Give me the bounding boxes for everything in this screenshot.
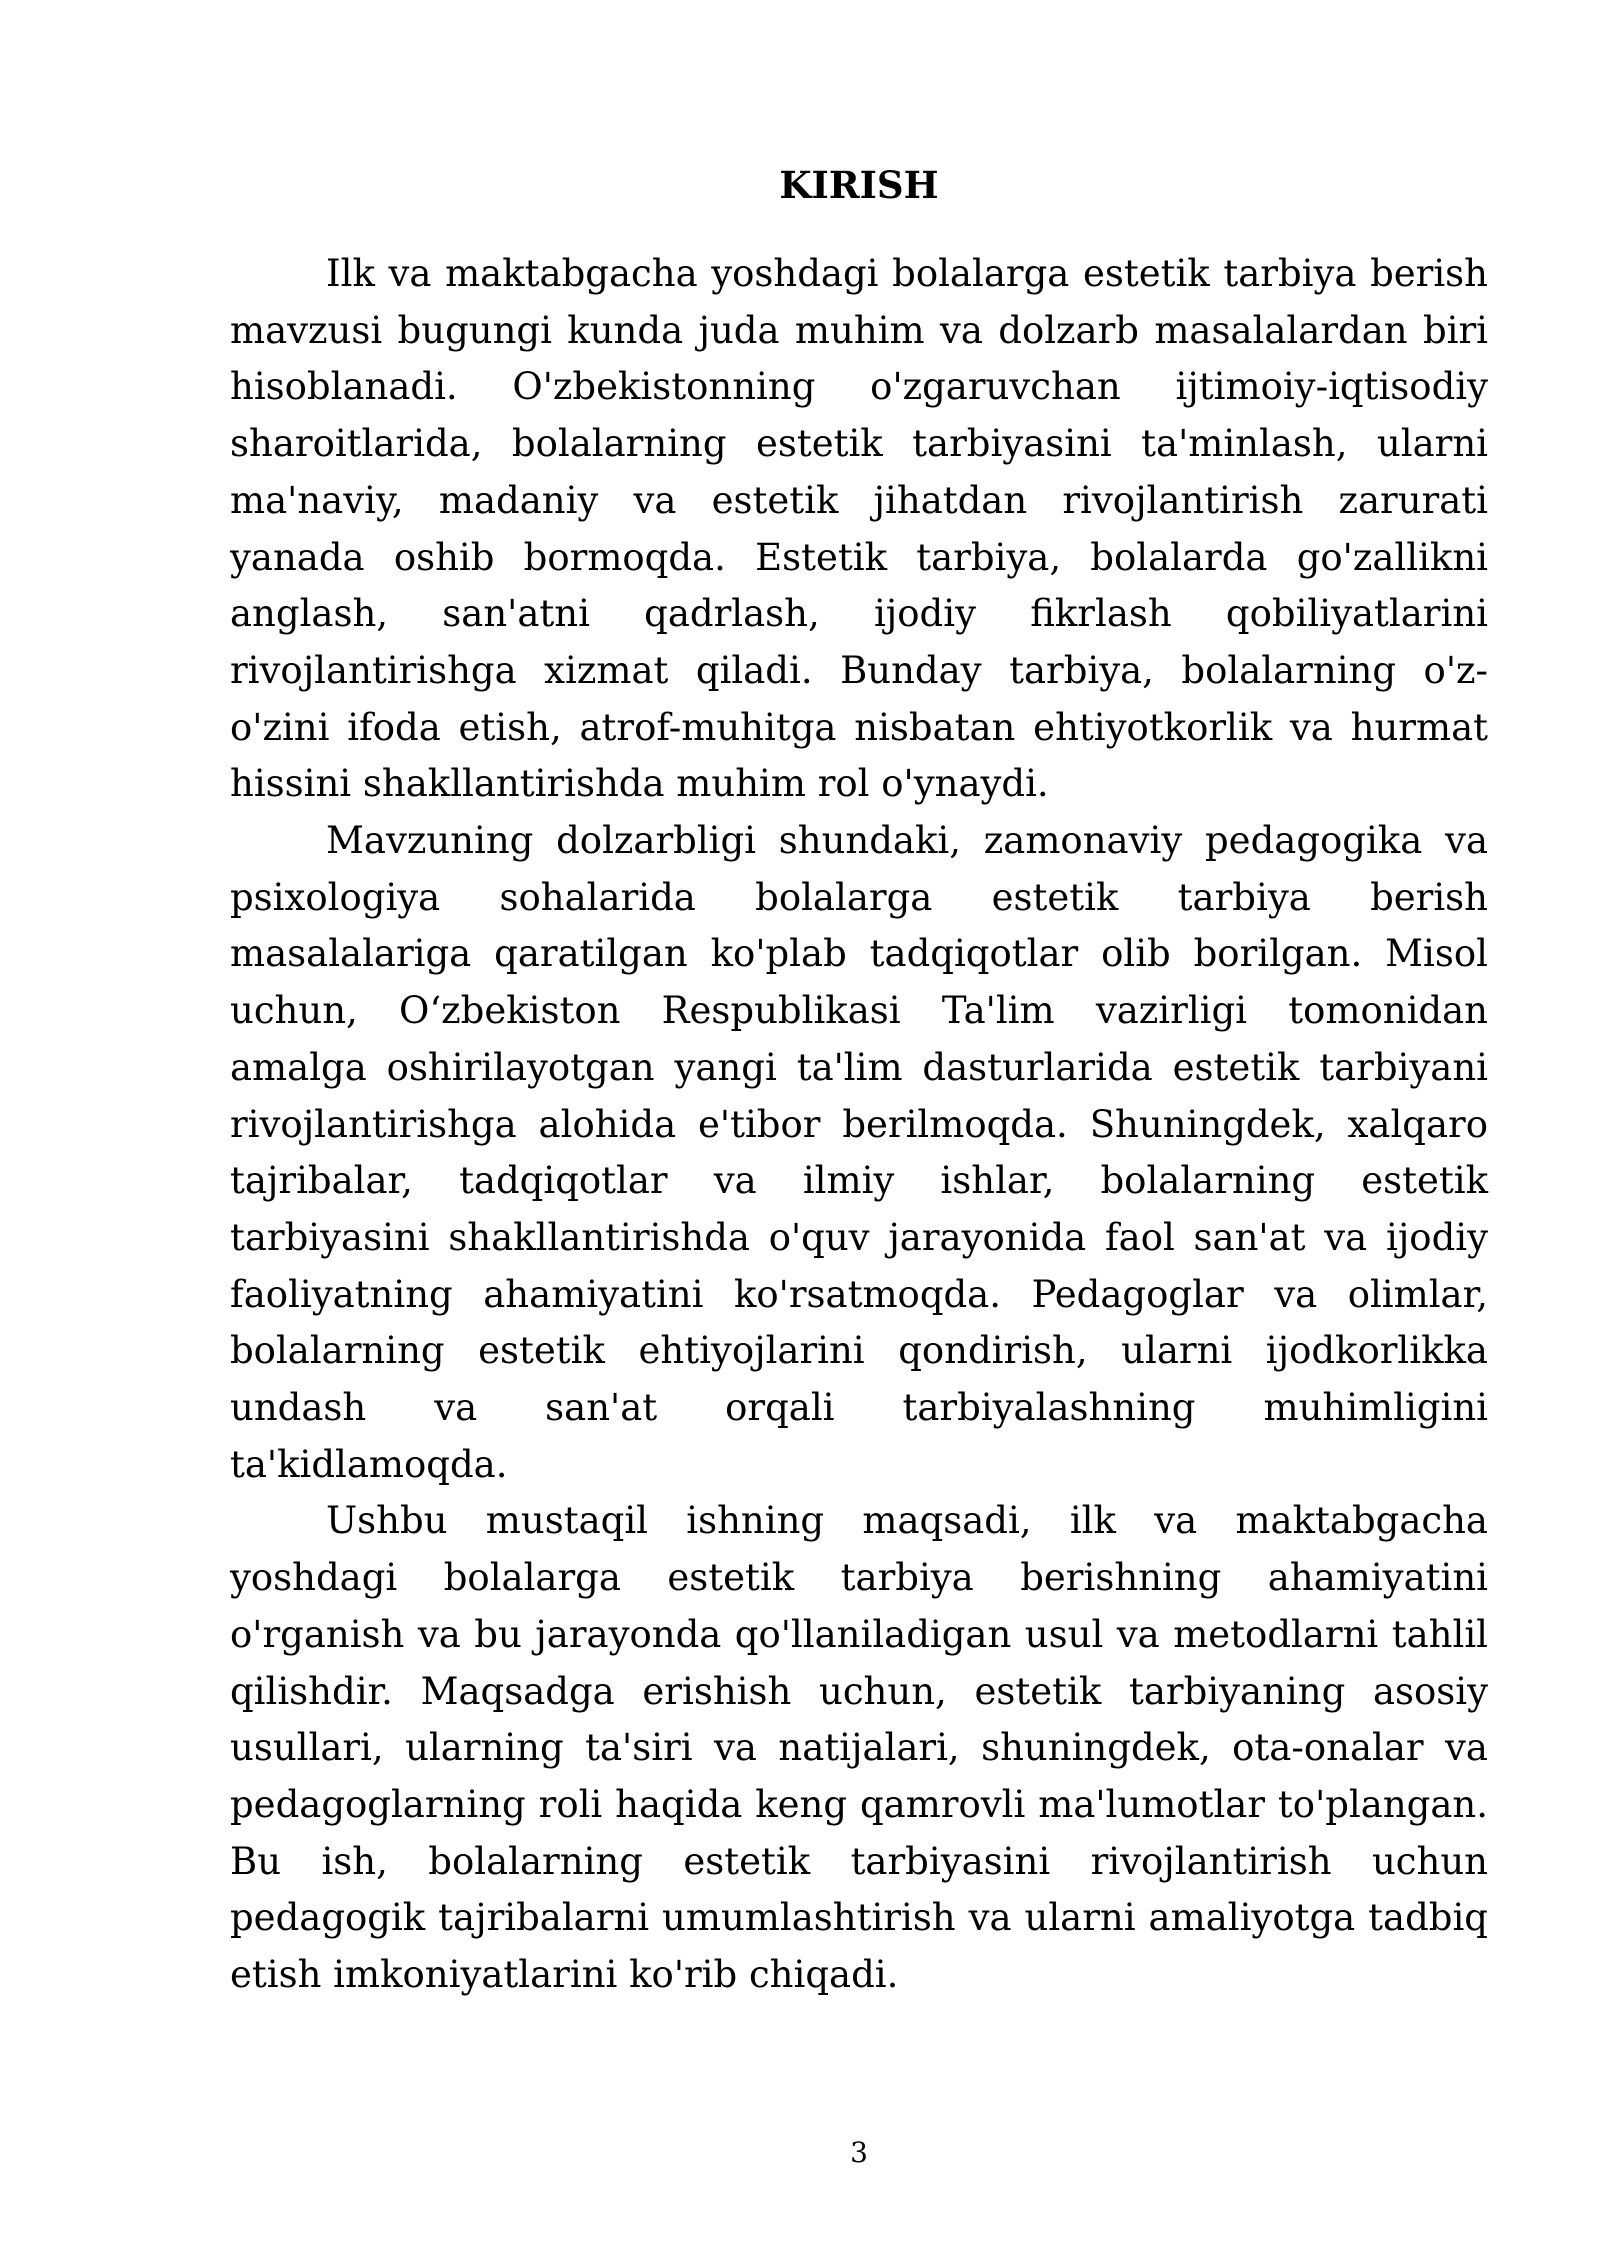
paragraph-2: Mavzuning dolzarbligi shundaki, zamonaviy pedagogika va psixologiya sohalarida bolalarga estetik tarbiya berish masalalariga qaratilgan ko'plab tadqiqotlar olib borilgan. Misol uchun, O‘zbekiston Respublikasi Ta'lim vazirligi tomonidan amalga oshirilayotgan yangi ta'lim dasturlarida estetik tarbiyani rivojlantirishga alohida e'tibor berilmoqda. Shuningdek, xalqaro tajribalar, tadqiqotlar va ilmiy ishlar, bolalarning estetik tarbiyasini shakllantirishda o'quv jarayonida faol san'at va ijodiy faoliyatning ahamiyatini ko'rsatmoqda. Pedagoglar va olimlar, bolalarning estetik ehtiyojlarini qondirish, ularni ijodkorlikka undash va san'at orqali tarbiyalashning muhimligini ta'kidlamoqda. xyxy=(230,819,1488,1486)
page-title: KIRISH xyxy=(779,163,939,207)
paragraph-3: Ushbu mustaqil ishning maqsadi, ilk va maktabgacha yoshdagi bolalarga estetik tarbiya berishning ahamiyatini o'rganish va bu jarayonda qo'llaniladigan usul va metodlarni tahlil qilishdir. Maqsadga erishish uchun, estetik tarbiyaning asosiy usullari, ularning ta'siri va natijalari, shuningdek, ota-onalar va pedagoglarning roli haqida keng qamrovli ma'lumotlar to'plangan. Bu ish, bolalarning estetik tarbiyasini rivojlantirish uchun pedagogik tajribalarni umumlashtirish va ularni amaliyotga tadbiq etish imkoniyatlarini ko'rib chiqadi. xyxy=(230,1499,1488,1997)
document-body xyxy=(230,246,1488,2004)
page-number: 3 xyxy=(850,2136,868,2169)
paragraph-1: Ilk va maktabgacha yoshdagi bolalarga estetik tarbiya berish mavzusi bugungi kunda juda muhim va dolzarb masalalardan biri hisoblanadi. O'zbekistonning o'zgaruvchan ijtimoiy-iqtisodiy sharoitlarida, bolalarning estetik tarbiyasini ta'minlash, ularni ma'naviy, madaniy va estetik jihatdan rivojlantirish zarurati yanada oshib bormoqda. Estetik tarbiya, bolalarda go'zallikni anglash, san'atni qadrlash, ijodiy fikrlash qobiliyatlarini rivojlantirishga xizmat qiladi. Bunday tarbiya, bolalarning o'z-o'zini ifoda etish, atrof-muhitga nisbatan ehtiyotkorlik va hurmat hissini shakllantirishda muhim rol o'ynaydi. xyxy=(230,252,1488,806)
